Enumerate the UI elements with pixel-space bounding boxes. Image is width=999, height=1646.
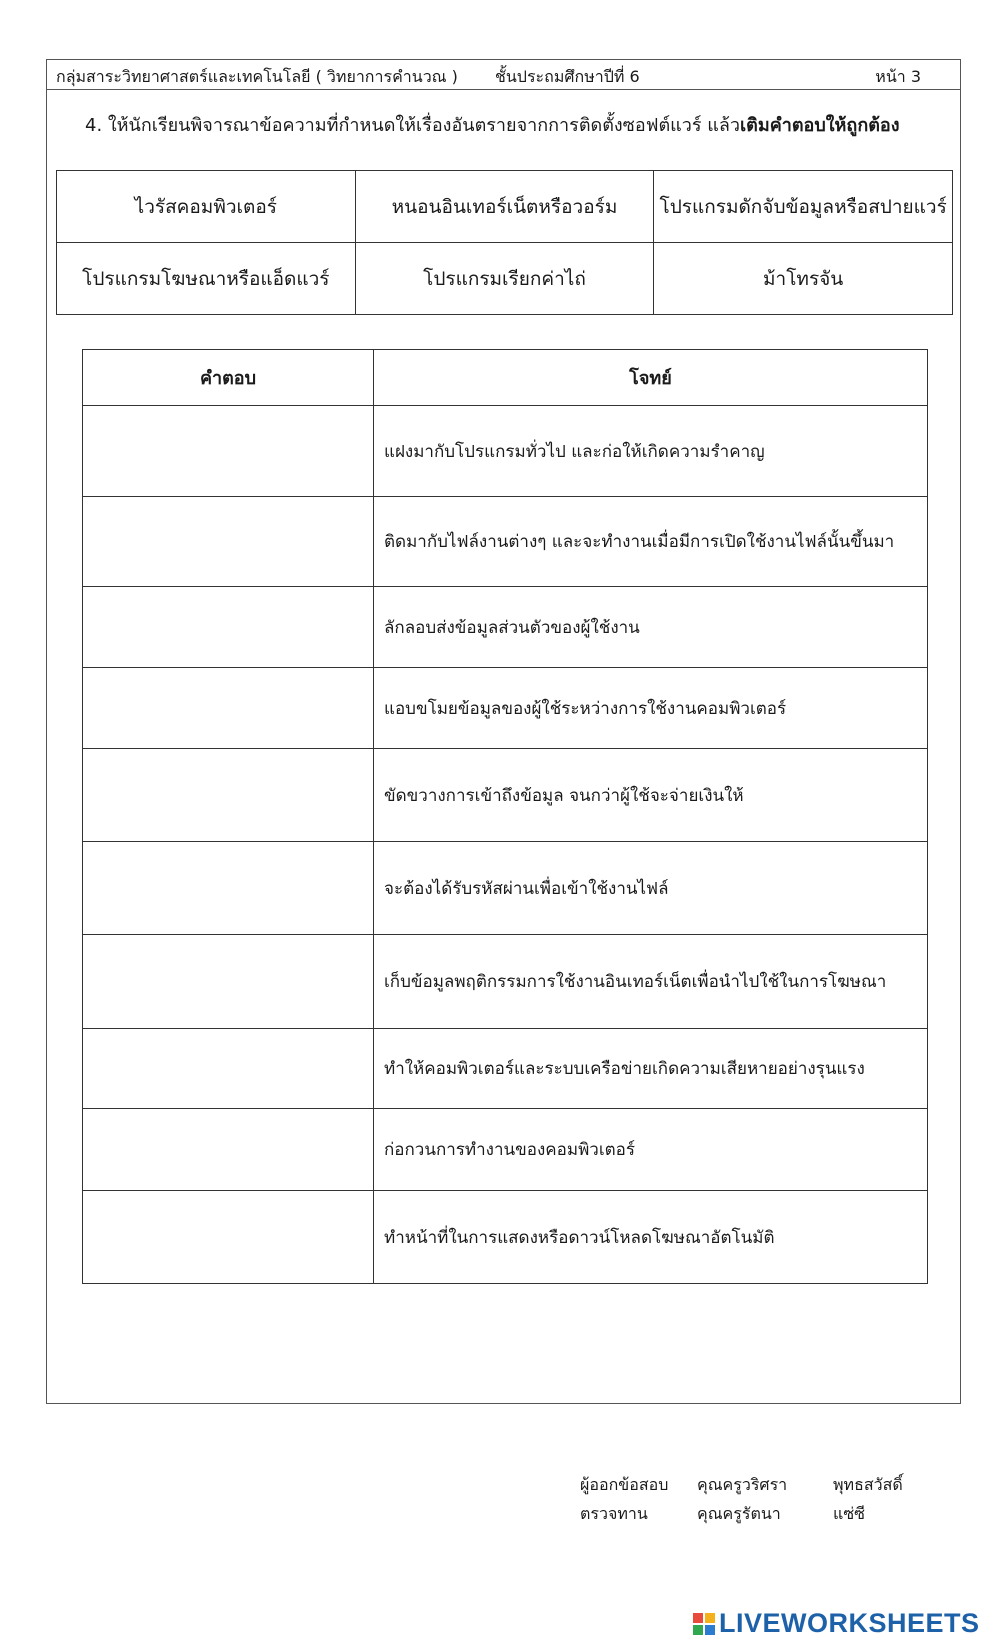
word-bank-item: โปรแกรมดักจับข้อมูลหรือสปายแวร์ (654, 171, 953, 243)
table-row (83, 1109, 928, 1191)
reviewer-label: ตรวจทาน (580, 1504, 648, 1523)
word-bank-item: โปรแกรมโฆษณาหรือแอ็ดแวร์ (57, 243, 356, 315)
page-header (46, 59, 961, 90)
table-row (83, 749, 928, 842)
table-row (83, 1029, 928, 1109)
question-column-header: โจทย์ (374, 350, 928, 406)
answer-input[interactable] (83, 668, 374, 749)
answer-input[interactable] (83, 935, 374, 1029)
table-row (83, 406, 928, 497)
signature-first-names (697, 1470, 787, 1528)
author-first-name: คุณครูวริศรา (697, 1475, 788, 1494)
header-page-number: หน้า 3 (875, 67, 921, 86)
signature-labels (580, 1470, 668, 1528)
answer-input[interactable] (83, 1109, 374, 1191)
author-label: ผู้ออกข้อสอบ (580, 1475, 669, 1494)
answer-input[interactable] (83, 587, 374, 668)
table-row (83, 1191, 928, 1284)
signature-last-names (833, 1470, 903, 1528)
instruction-emphasis: เติมคำตอบให้ถูกต้อง (739, 115, 900, 136)
answer-table-header (83, 350, 928, 406)
question-text: ทำหน้าที่ในการแสดงหรือดาวน์โหลดโฆษณาอัตโนมัติ (374, 1191, 928, 1284)
answer-column-header: คำตอบ (83, 350, 374, 406)
table-row (83, 497, 928, 587)
word-bank-table (56, 170, 953, 315)
liveworksheets-logo[interactable] (693, 1608, 980, 1639)
answer-input[interactable] (83, 1191, 374, 1284)
table-row (83, 668, 928, 749)
header-subject: กลุ่มสาระวิทยาศาสตร์และเทคโนโลยี ( วิทยาการคำนวณ ) (56, 67, 458, 86)
reviewer-first-name: คุณครูรัตนา (697, 1504, 781, 1523)
word-bank-row (57, 171, 953, 243)
answer-table (82, 349, 928, 1284)
question-text: ลักลอบส่งข้อมูลส่วนตัวของผู้ใช้งาน (374, 587, 928, 668)
table-row (83, 587, 928, 668)
table-row (83, 842, 928, 935)
answer-input[interactable] (83, 749, 374, 842)
question-text: ทำให้คอมพิวเตอร์และระบบเครือข่ายเกิดความเสียหายอย่างรุนแรง (374, 1029, 928, 1109)
question-text: แอบขโมยข้อมูลของผู้ใช้ระหว่างการใช้งานคอมพิวเตอร์ (374, 668, 928, 749)
answer-input[interactable] (83, 406, 374, 497)
word-bank-item: หนอนอินเทอร์เน็ตหรือวอร์ม (355, 171, 654, 243)
answer-input[interactable] (83, 497, 374, 587)
word-bank-item: ไวรัสคอมพิวเตอร์ (57, 171, 356, 243)
answer-input[interactable] (83, 1029, 374, 1109)
word-bank-row (57, 243, 953, 315)
question-text: ติดมากับไฟล์งานต่างๆ และจะทำงานเมื่อมีการเปิดใช้งานไฟล์นั้นขึ้นมา (374, 497, 928, 587)
word-bank-item: ม้าโทรจัน (654, 243, 953, 315)
instruction-text: 4. ให้นักเรียนพิจารณาข้อความที่กำหนดให้เรื่องอันตรายจากการติดตั้งซอฟต์แวร์ แล้ว (85, 115, 740, 136)
instruction (85, 110, 900, 139)
author-last-name: พุทธสวัสดิ์ (833, 1475, 903, 1494)
word-bank-item: โปรแกรมเรียกค่าไถ่ (355, 243, 654, 315)
question-text: เก็บข้อมูลพฤติกรรมการใช้งานอินเทอร์เน็ตเพื่อนำไปใช้ในการโฆษณา (374, 935, 928, 1029)
table-row (83, 935, 928, 1029)
reviewer-last-name: แซ่ซี (833, 1504, 866, 1523)
header-grade: ชั้นประถมศึกษาปีที่ 6 (495, 67, 640, 86)
logo-text: LIVEWORKSHEETS (719, 1608, 980, 1638)
question-text: ก่อกวนการทำงานของคอมพิวเตอร์ (374, 1109, 928, 1191)
answer-input[interactable] (83, 842, 374, 935)
liveworksheets-logo-icon (693, 1613, 715, 1635)
question-text: จะต้องได้รับรหัสผ่านเพื่อเข้าใช้งานไฟล์ (374, 842, 928, 935)
question-text: ขัดขวางการเข้าถึงข้อมูล จนกว่าผู้ใช้จะจ่ายเงินให้ (374, 749, 928, 842)
question-text: แฝงมากับโปรแกรมทั่วไป และก่อให้เกิดความรำคาญ (374, 406, 928, 497)
